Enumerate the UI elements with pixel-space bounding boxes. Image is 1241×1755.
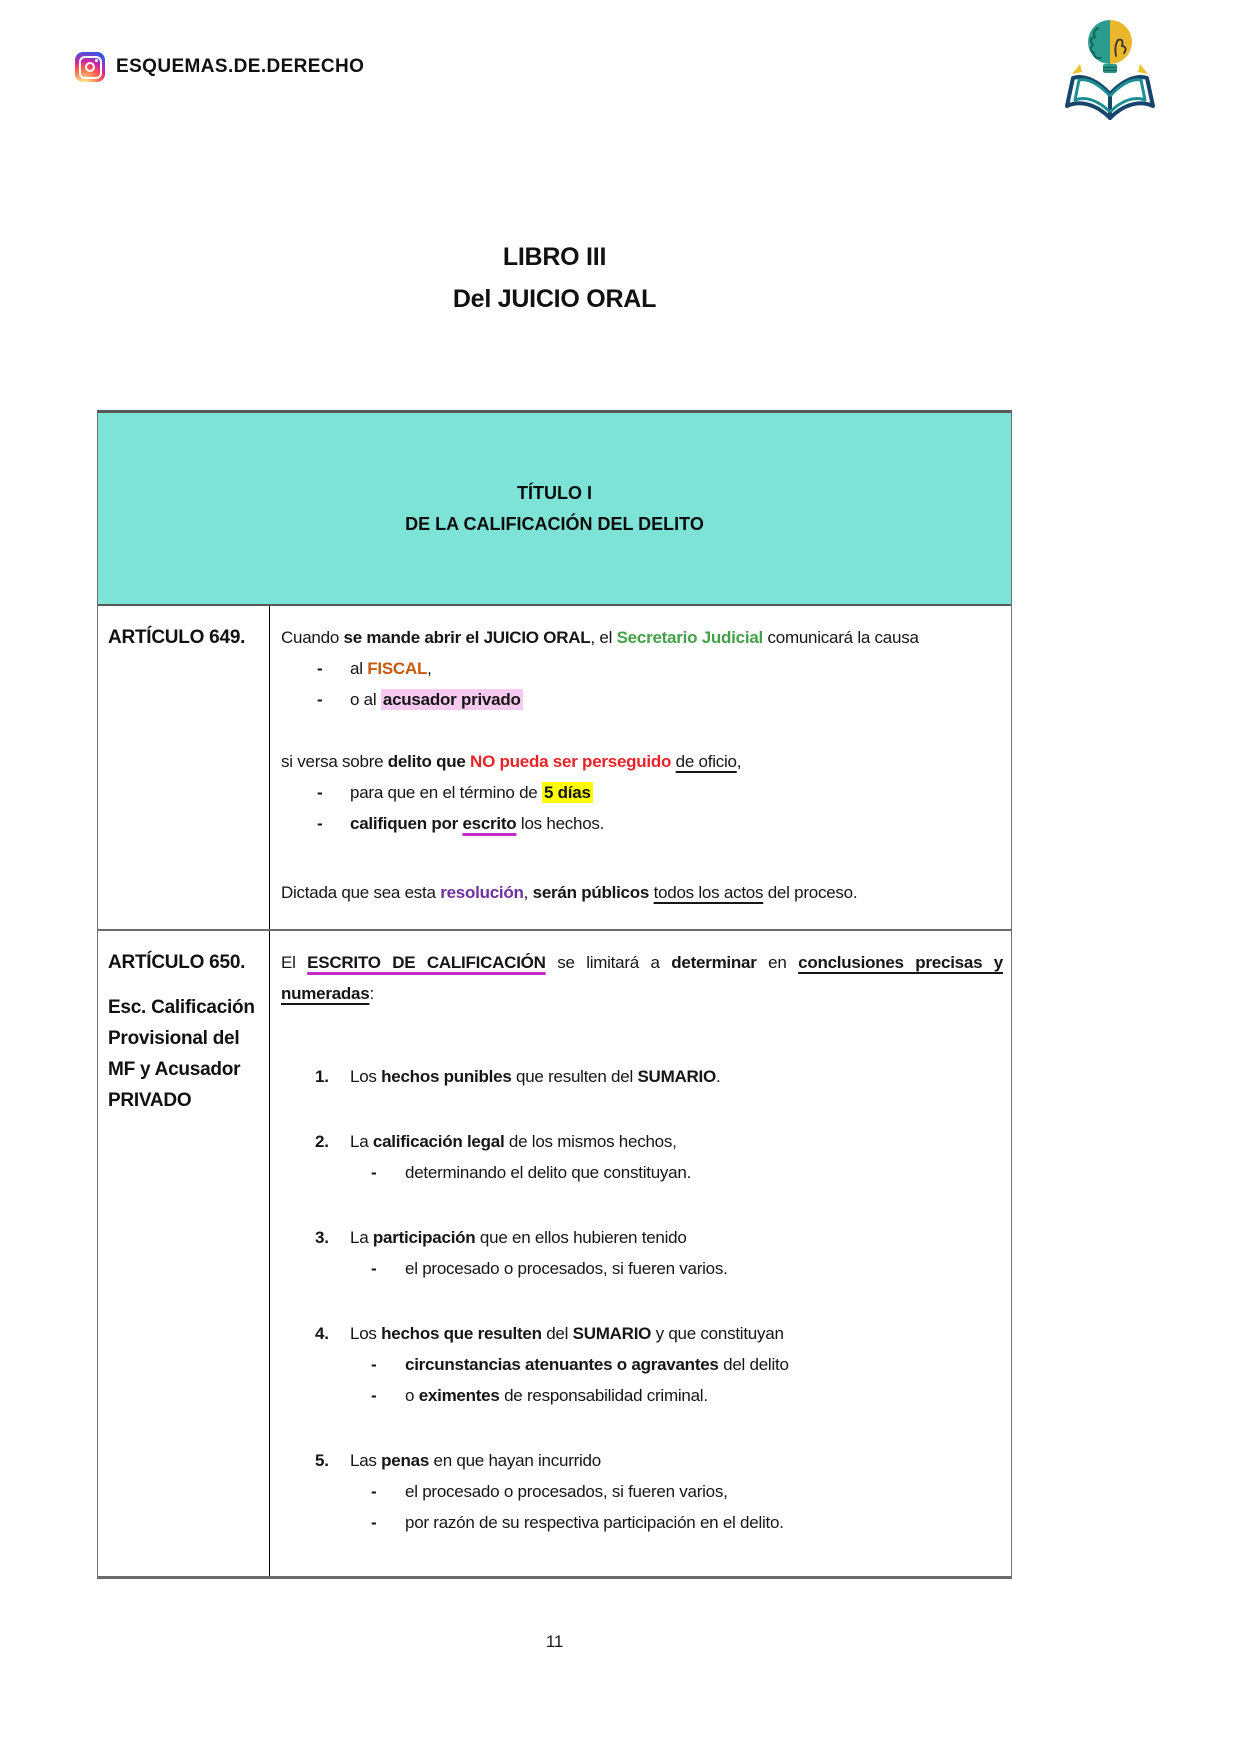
content-text [405, 1507, 1003, 1538]
text-segment: Los [350, 1324, 382, 1343]
text-segment: de oficio [675, 752, 737, 771]
article-label-line: Esc. Calificación [108, 997, 255, 1018]
text-segment: participación [372, 1228, 476, 1247]
table-title-line-2: DE LA CALIFICACIÓN DEL DELITO [405, 513, 704, 534]
content-line [281, 1507, 1003, 1538]
dash-bullet: - [317, 690, 323, 709]
brand-header [75, 52, 364, 82]
content-line [281, 1445, 1003, 1476]
content-line [281, 1222, 1003, 1253]
content-text [350, 1126, 1003, 1157]
document-title [97, 236, 1012, 320]
content-line [281, 684, 1003, 715]
content-text [405, 1157, 1003, 1188]
dash-bullet: - [371, 1513, 377, 1532]
table-row-articulo-650 [98, 931, 1011, 1576]
table-row-articulo-649 [98, 606, 1011, 931]
article-content-cell [270, 931, 1011, 1576]
title-line-2: Del JUICIO ORAL [452, 285, 657, 313]
text-segment: penas [381, 1451, 430, 1470]
text-segment: o al [350, 690, 381, 709]
text-segment: FISCAL [367, 659, 428, 678]
text-segment: , [523, 883, 533, 902]
text-segment: NO pueda ser perseguido [470, 752, 672, 771]
list-number: 1. [315, 1067, 329, 1086]
dash-bullet: - [371, 1386, 377, 1405]
content-line [281, 1061, 1003, 1092]
text-segment: del [541, 1324, 573, 1343]
dash-bullet: - [371, 1259, 377, 1278]
text-segment: determinar [671, 953, 757, 972]
dash-bullet: - [371, 1163, 377, 1182]
text-segment: 5 días [543, 783, 591, 802]
content-line [281, 1318, 1003, 1349]
instagram-icon [75, 52, 105, 82]
text-segment: comunicará la causa [763, 628, 919, 647]
dash-bullet: - [317, 814, 323, 833]
text-segment: resolución [440, 883, 524, 902]
text-segment: en que hayan incurrido [429, 1451, 601, 1470]
article-label-cell [98, 606, 270, 929]
list-number: 3. [315, 1228, 329, 1247]
content-line [281, 746, 1003, 777]
text-segment: calificación legal [372, 1132, 505, 1151]
content-line [281, 877, 1003, 908]
text-segment: , [736, 752, 742, 771]
content-line [281, 808, 1003, 839]
dash-bullet: - [371, 1355, 377, 1374]
content-line [281, 1349, 1003, 1380]
article-label-line: PRIVADO [108, 1090, 192, 1111]
list-number: 4. [315, 1324, 329, 1343]
text-segment: Cuando [281, 628, 344, 647]
text-segment: o [405, 1386, 419, 1405]
text-segment: que en ellos hubieren tenido [475, 1228, 687, 1247]
text-segment: SUMARIO [637, 1067, 716, 1086]
content-text [350, 1061, 1003, 1092]
text-segment: eximentes [418, 1386, 500, 1405]
text-segment: hechos que resulten [381, 1324, 542, 1343]
text-segment: del delito [718, 1355, 789, 1374]
brand-name: ESQUEMAS.DE.DERECHO [116, 56, 365, 77]
text-segment: Dictada que sea esta [281, 883, 441, 902]
content-text [405, 1380, 1003, 1411]
text-segment: escrito [462, 814, 517, 833]
content-text [350, 1222, 1003, 1253]
text-segment: serán públicos [532, 883, 650, 902]
camera-glyph [79, 56, 102, 79]
dash-bullet: - [371, 1482, 377, 1501]
text-segment: Secretario Judicial [616, 628, 764, 647]
content-text [350, 777, 1003, 808]
title-line-1: LIBRO III [502, 243, 607, 271]
text-segment: los hechos. [516, 814, 605, 833]
article-content-cell [270, 606, 1011, 929]
content-line [281, 622, 1003, 653]
text-segment: para que en el término de [350, 783, 542, 802]
article-label-line: ARTÍCULO 649. [108, 627, 246, 648]
content-text [405, 1253, 1003, 1284]
content-line [281, 947, 1003, 978]
content-text [281, 883, 857, 902]
text-segment: La [350, 1228, 373, 1247]
text-segment: hechos punibles [381, 1067, 512, 1086]
content-text [281, 628, 919, 647]
content-text [405, 1349, 1003, 1380]
camera-lens [85, 62, 95, 72]
text-segment: por razón de su respectiva participación en el delito. [405, 1513, 784, 1532]
text-segment: califiquen por [350, 814, 463, 833]
text-segment: conclusiones precisas y [798, 953, 1004, 972]
text-segment: de responsabilidad criminal. [499, 1386, 708, 1405]
table-title-header [98, 413, 1011, 606]
text-segment: delito que [387, 752, 471, 771]
article-label-line: Provisional del [108, 1028, 240, 1049]
text-segment: el procesado o procesados, si fueren varios. [405, 1259, 728, 1278]
content-text [281, 953, 1003, 972]
list-number: 5. [315, 1451, 329, 1470]
text-segment: : [369, 984, 374, 1003]
content-text [405, 1476, 1003, 1507]
text-segment: del proceso. [763, 883, 858, 902]
page-number: 11 [545, 1632, 564, 1651]
content-text [350, 1445, 1003, 1476]
text-segment: La [350, 1132, 373, 1151]
dash-bullet: - [317, 783, 323, 802]
text-segment: en [756, 953, 799, 972]
text-segment: SUMARIO [572, 1324, 652, 1343]
text-segment: determinando el delito que constituyan. [405, 1163, 692, 1182]
text-segment: todos los actos [653, 883, 764, 902]
content-text [350, 653, 1003, 684]
text-segment: , el [590, 628, 617, 647]
article-table [97, 410, 1012, 1579]
content-line [281, 1476, 1003, 1507]
text-segment: al [350, 659, 368, 678]
text-segment: Las [350, 1451, 382, 1470]
text-segment: se mande abrir el JUICIO ORAL [343, 628, 591, 647]
text-segment: si versa sobre [281, 752, 388, 771]
text-segment: se limitará a [545, 953, 672, 972]
text-segment: circunstancias atenuantes o agravantes [405, 1355, 719, 1374]
text-segment: numeradas [281, 984, 370, 1003]
article-label-cell [98, 931, 270, 1576]
content-text [350, 684, 1003, 715]
list-number: 2. [315, 1132, 329, 1151]
content-line [281, 777, 1003, 808]
text-segment: El [281, 953, 308, 972]
content-line [281, 1157, 1003, 1188]
content-text [281, 984, 374, 1003]
text-segment: y que constituyan [651, 1324, 784, 1343]
dash-bullet: - [317, 659, 323, 678]
text-segment: . [715, 1067, 721, 1086]
article-label-line: MF y Acusador [108, 1059, 241, 1080]
brain-book-logo-icon [1059, 14, 1161, 134]
content-text [350, 1318, 1003, 1349]
text-segment: ESCRITO DE CALIFICACIÓN [307, 953, 546, 972]
text-segment: que resulten del [511, 1067, 638, 1086]
content-line [281, 978, 1003, 1009]
content-text [350, 808, 1003, 839]
article-label-line: ARTÍCULO 650. [108, 952, 246, 973]
content-line [281, 1126, 1003, 1157]
camera-flash-dot [95, 59, 98, 62]
text-segment: el procesado o procesados, si fueren varios, [405, 1482, 728, 1501]
content-line [281, 1380, 1003, 1411]
text-segment: , [427, 659, 432, 678]
content-line [281, 1253, 1003, 1284]
text-segment: de los mismos hechos, [504, 1132, 677, 1151]
text-segment: acusador privado [382, 690, 521, 709]
table-title-line-1: TÍTULO I [517, 482, 592, 503]
text-segment: Los [350, 1067, 382, 1086]
content-line [281, 653, 1003, 684]
content-text [281, 752, 741, 771]
